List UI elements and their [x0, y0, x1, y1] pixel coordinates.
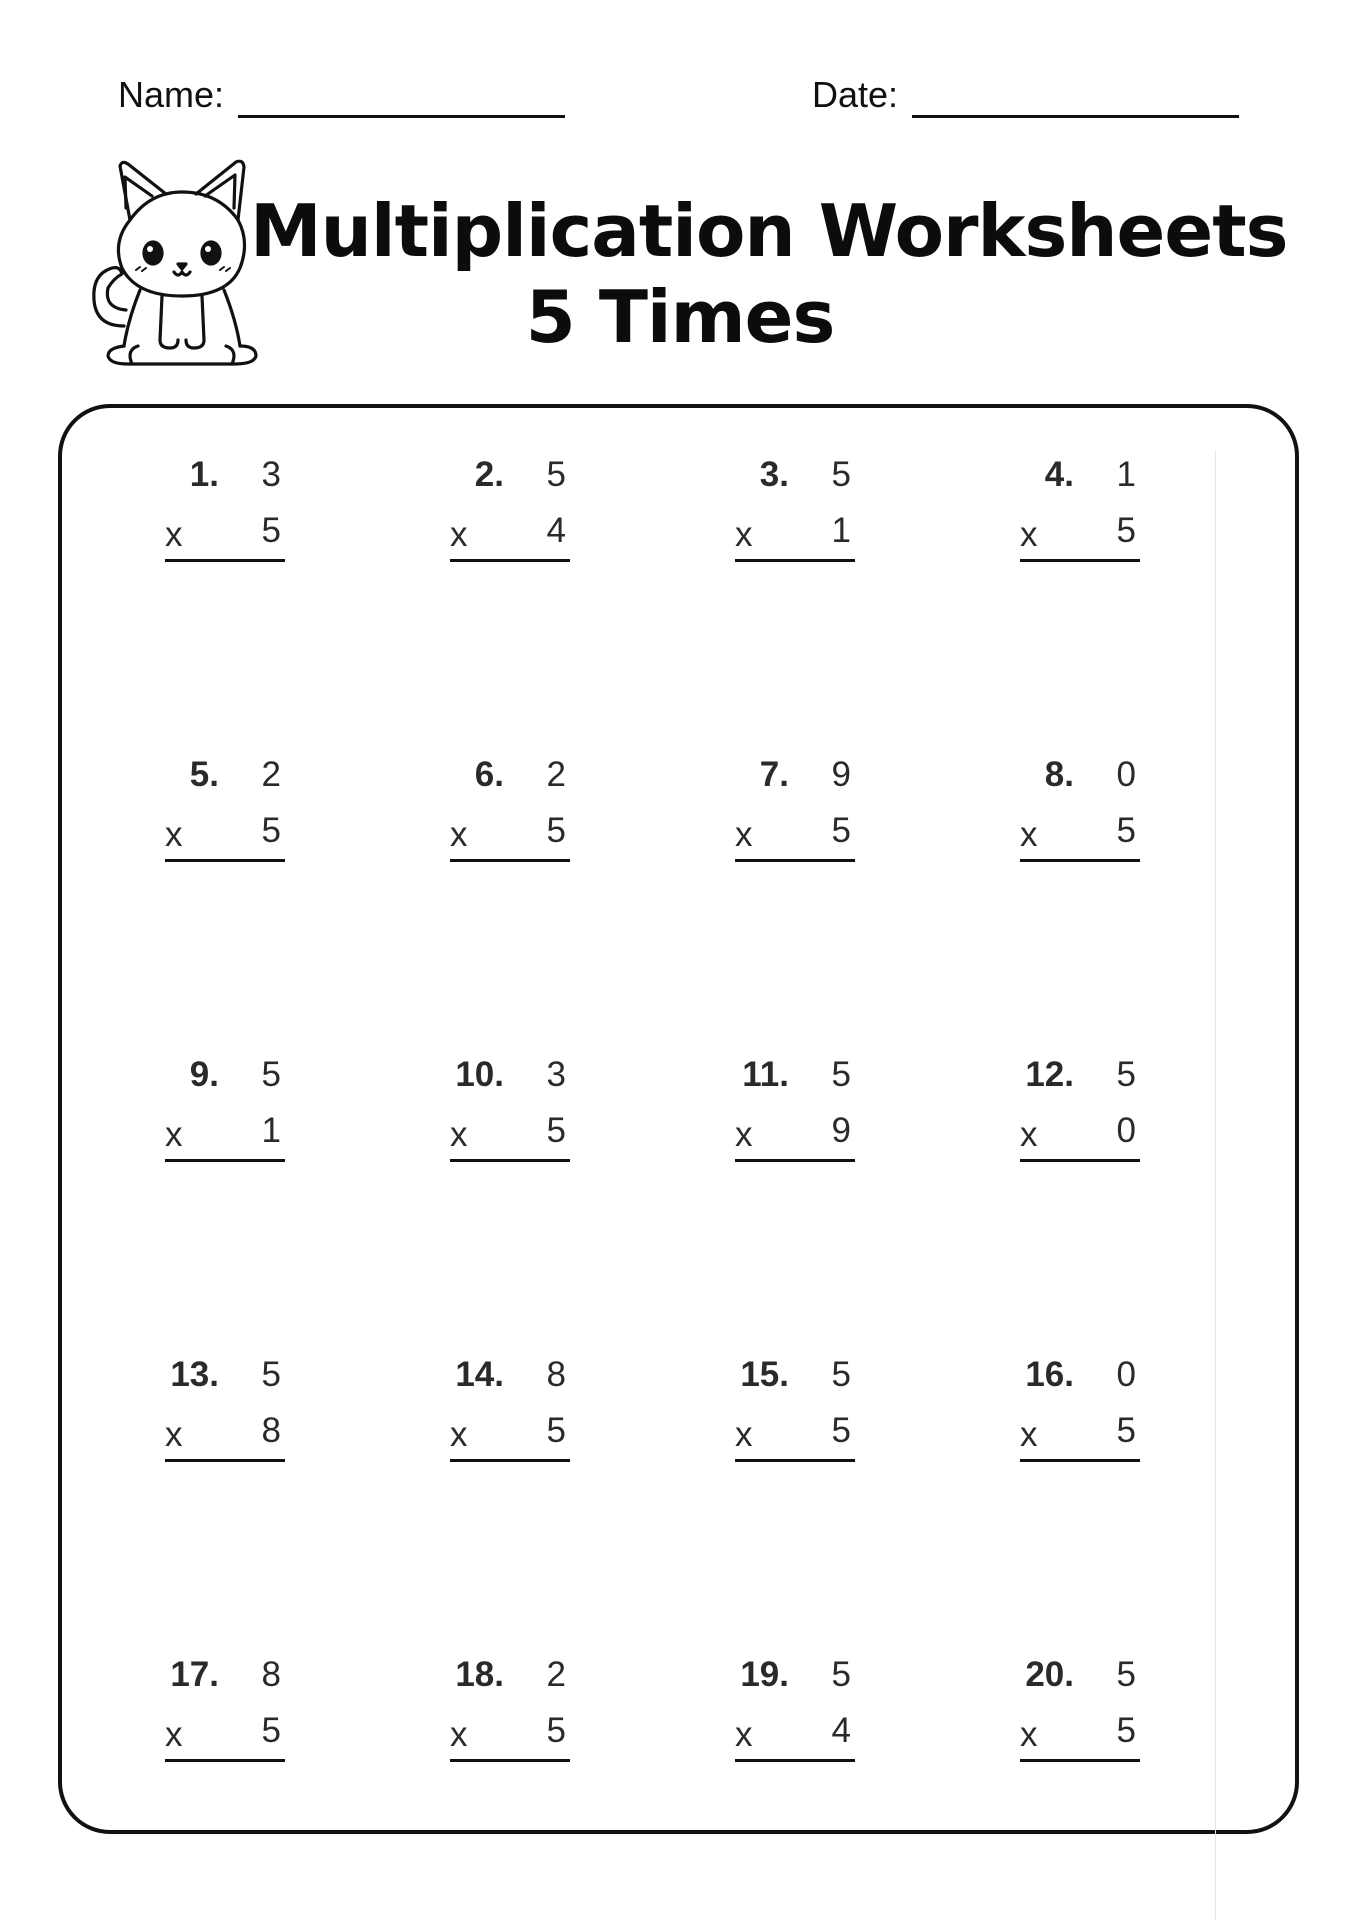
multiply-sign: x	[450, 815, 468, 854]
problem-6	[450, 755, 570, 867]
answer-line[interactable]	[450, 559, 570, 562]
multiplicand: 5	[261, 1355, 281, 1394]
title-line-2: 5 Times	[525, 275, 835, 359]
problem-10	[450, 1055, 570, 1167]
multiplicand: 2	[546, 755, 566, 794]
problem-number: 11.	[742, 1055, 789, 1094]
multiplicand: 8	[546, 1355, 566, 1394]
multiplier: 0	[1116, 1111, 1136, 1150]
problem-number: 13.	[170, 1355, 219, 1394]
multiplicand: 8	[261, 1655, 281, 1694]
problem-number: 19.	[740, 1655, 789, 1694]
multiply-sign: x	[165, 1115, 183, 1154]
problem-4	[1020, 455, 1140, 567]
problem-12	[1020, 1055, 1140, 1167]
cat-icon	[78, 150, 268, 370]
problem-19	[735, 1655, 855, 1767]
multiplier: 5	[261, 1711, 281, 1750]
answer-line[interactable]	[1020, 859, 1140, 862]
problem-number: 6.	[474, 755, 504, 794]
multiply-sign: x	[1020, 815, 1038, 854]
problem-number: 2.	[474, 455, 504, 494]
multiply-sign: x	[1020, 1715, 1038, 1754]
problem-16	[1020, 1355, 1140, 1467]
problem-3	[735, 455, 855, 567]
page-title	[250, 188, 1288, 360]
answer-line[interactable]	[735, 859, 855, 862]
problem-number: 12.	[1025, 1055, 1074, 1094]
multiplicand: 1	[1116, 455, 1136, 494]
multiplier: 5	[831, 1411, 851, 1450]
problem-5	[165, 755, 285, 867]
problem-number: 7.	[759, 755, 789, 794]
answer-line[interactable]	[165, 1159, 285, 1162]
multiply-sign: x	[165, 1715, 183, 1754]
name-blank-line[interactable]	[238, 115, 565, 118]
multiplicand: 0	[1116, 1355, 1136, 1394]
answer-line[interactable]	[165, 559, 285, 562]
multiply-sign: x	[450, 515, 468, 554]
multiplier: 4	[831, 1711, 851, 1750]
answer-line[interactable]	[1020, 1759, 1140, 1762]
answer-line[interactable]	[450, 859, 570, 862]
multiply-sign: x	[735, 515, 753, 554]
answer-line[interactable]	[450, 1159, 570, 1162]
problem-15	[735, 1355, 855, 1467]
problem-number: 3.	[759, 455, 789, 494]
multiply-sign: x	[735, 1115, 753, 1154]
multiply-sign: x	[165, 515, 183, 554]
multiply-sign: x	[165, 815, 183, 854]
problem-number: 4.	[1044, 455, 1074, 494]
problem-number: 8.	[1044, 755, 1074, 794]
multiplier: 5	[1116, 811, 1136, 850]
problem-number: 15.	[740, 1355, 789, 1394]
multiplier: 5	[261, 811, 281, 850]
multiplier: 5	[546, 811, 566, 850]
multiplier: 9	[831, 1111, 851, 1150]
answer-line[interactable]	[735, 1459, 855, 1462]
multiplicand: 0	[1116, 755, 1136, 794]
multiplicand: 9	[831, 755, 851, 794]
problem-number: 1.	[189, 455, 219, 494]
multiplicand: 5	[261, 1055, 281, 1094]
multiply-sign: x	[165, 1415, 183, 1454]
multiplier: 5	[546, 1711, 566, 1750]
answer-line[interactable]	[735, 1159, 855, 1162]
problem-number: 17.	[170, 1655, 219, 1694]
multiplicand: 5	[831, 1055, 851, 1094]
multiplicand: 2	[546, 1655, 566, 1694]
problem-18	[450, 1655, 570, 1767]
multiplier: 5	[1116, 1411, 1136, 1450]
problem-11	[735, 1055, 855, 1167]
multiplicand: 5	[1116, 1055, 1136, 1094]
answer-line[interactable]	[1020, 559, 1140, 562]
problem-7	[735, 755, 855, 867]
answer-line[interactable]	[165, 1459, 285, 1462]
problem-number: 9.	[189, 1055, 219, 1094]
problem-number: 20.	[1025, 1655, 1074, 1694]
date-field[interactable]	[812, 74, 1239, 124]
answer-line[interactable]	[450, 1759, 570, 1762]
answer-line[interactable]	[1020, 1159, 1140, 1162]
multiplicand: 5	[1116, 1655, 1136, 1694]
multiply-sign: x	[450, 1715, 468, 1754]
multiplier: 5	[546, 1111, 566, 1150]
multiply-sign: x	[450, 1115, 468, 1154]
multiply-sign: x	[735, 1415, 753, 1454]
date-label: Date:	[812, 74, 899, 115]
multiplier: 5	[261, 511, 281, 550]
multiplier: 5	[546, 1411, 566, 1450]
problem-number: 10.	[455, 1055, 504, 1094]
margin-rule	[1215, 450, 1216, 1920]
multiplicand: 3	[546, 1055, 566, 1094]
problem-20	[1020, 1655, 1140, 1767]
multiplier: 5	[831, 811, 851, 850]
answer-line[interactable]	[1020, 1459, 1140, 1462]
multiplier: 5	[1116, 511, 1136, 550]
problem-number: 16.	[1025, 1355, 1074, 1394]
problem-9	[165, 1055, 285, 1167]
answer-line[interactable]	[735, 559, 855, 562]
multiplicand: 5	[831, 455, 851, 494]
multiplier: 5	[1116, 1711, 1136, 1750]
date-blank-line[interactable]	[912, 115, 1239, 118]
multiply-sign: x	[735, 1715, 753, 1754]
problem-14	[450, 1355, 570, 1467]
problem-number: 18.	[455, 1655, 504, 1694]
problem-1	[165, 455, 285, 567]
title-line-1: Multiplication Worksheets	[250, 189, 1288, 273]
answer-line[interactable]	[165, 1759, 285, 1762]
multiply-sign: x	[1020, 1115, 1038, 1154]
problem-2	[450, 455, 570, 567]
multiplier: 1	[261, 1111, 281, 1150]
problem-number: 5.	[189, 755, 219, 794]
problem-8	[1020, 755, 1140, 867]
multiply-sign: x	[1020, 1415, 1038, 1454]
multiply-sign: x	[1020, 515, 1038, 554]
answer-line[interactable]	[165, 859, 285, 862]
multiplicand: 2	[261, 755, 281, 794]
multiplicand: 5	[831, 1655, 851, 1694]
multiplier: 1	[831, 511, 851, 550]
answer-line[interactable]	[450, 1459, 570, 1462]
multiplier: 4	[546, 511, 566, 550]
multiplicand: 3	[261, 455, 281, 494]
problem-13	[165, 1355, 285, 1467]
problem-number: 14.	[455, 1355, 504, 1394]
name-label: Name:	[118, 74, 225, 115]
multiply-sign: x	[735, 815, 753, 854]
multiplicand: 5	[546, 455, 566, 494]
name-field[interactable]	[118, 74, 565, 124]
answer-line[interactable]	[735, 1759, 855, 1762]
multiplicand: 5	[831, 1355, 851, 1394]
multiply-sign: x	[450, 1415, 468, 1454]
multiplier: 8	[261, 1411, 281, 1450]
problem-17	[165, 1655, 285, 1767]
